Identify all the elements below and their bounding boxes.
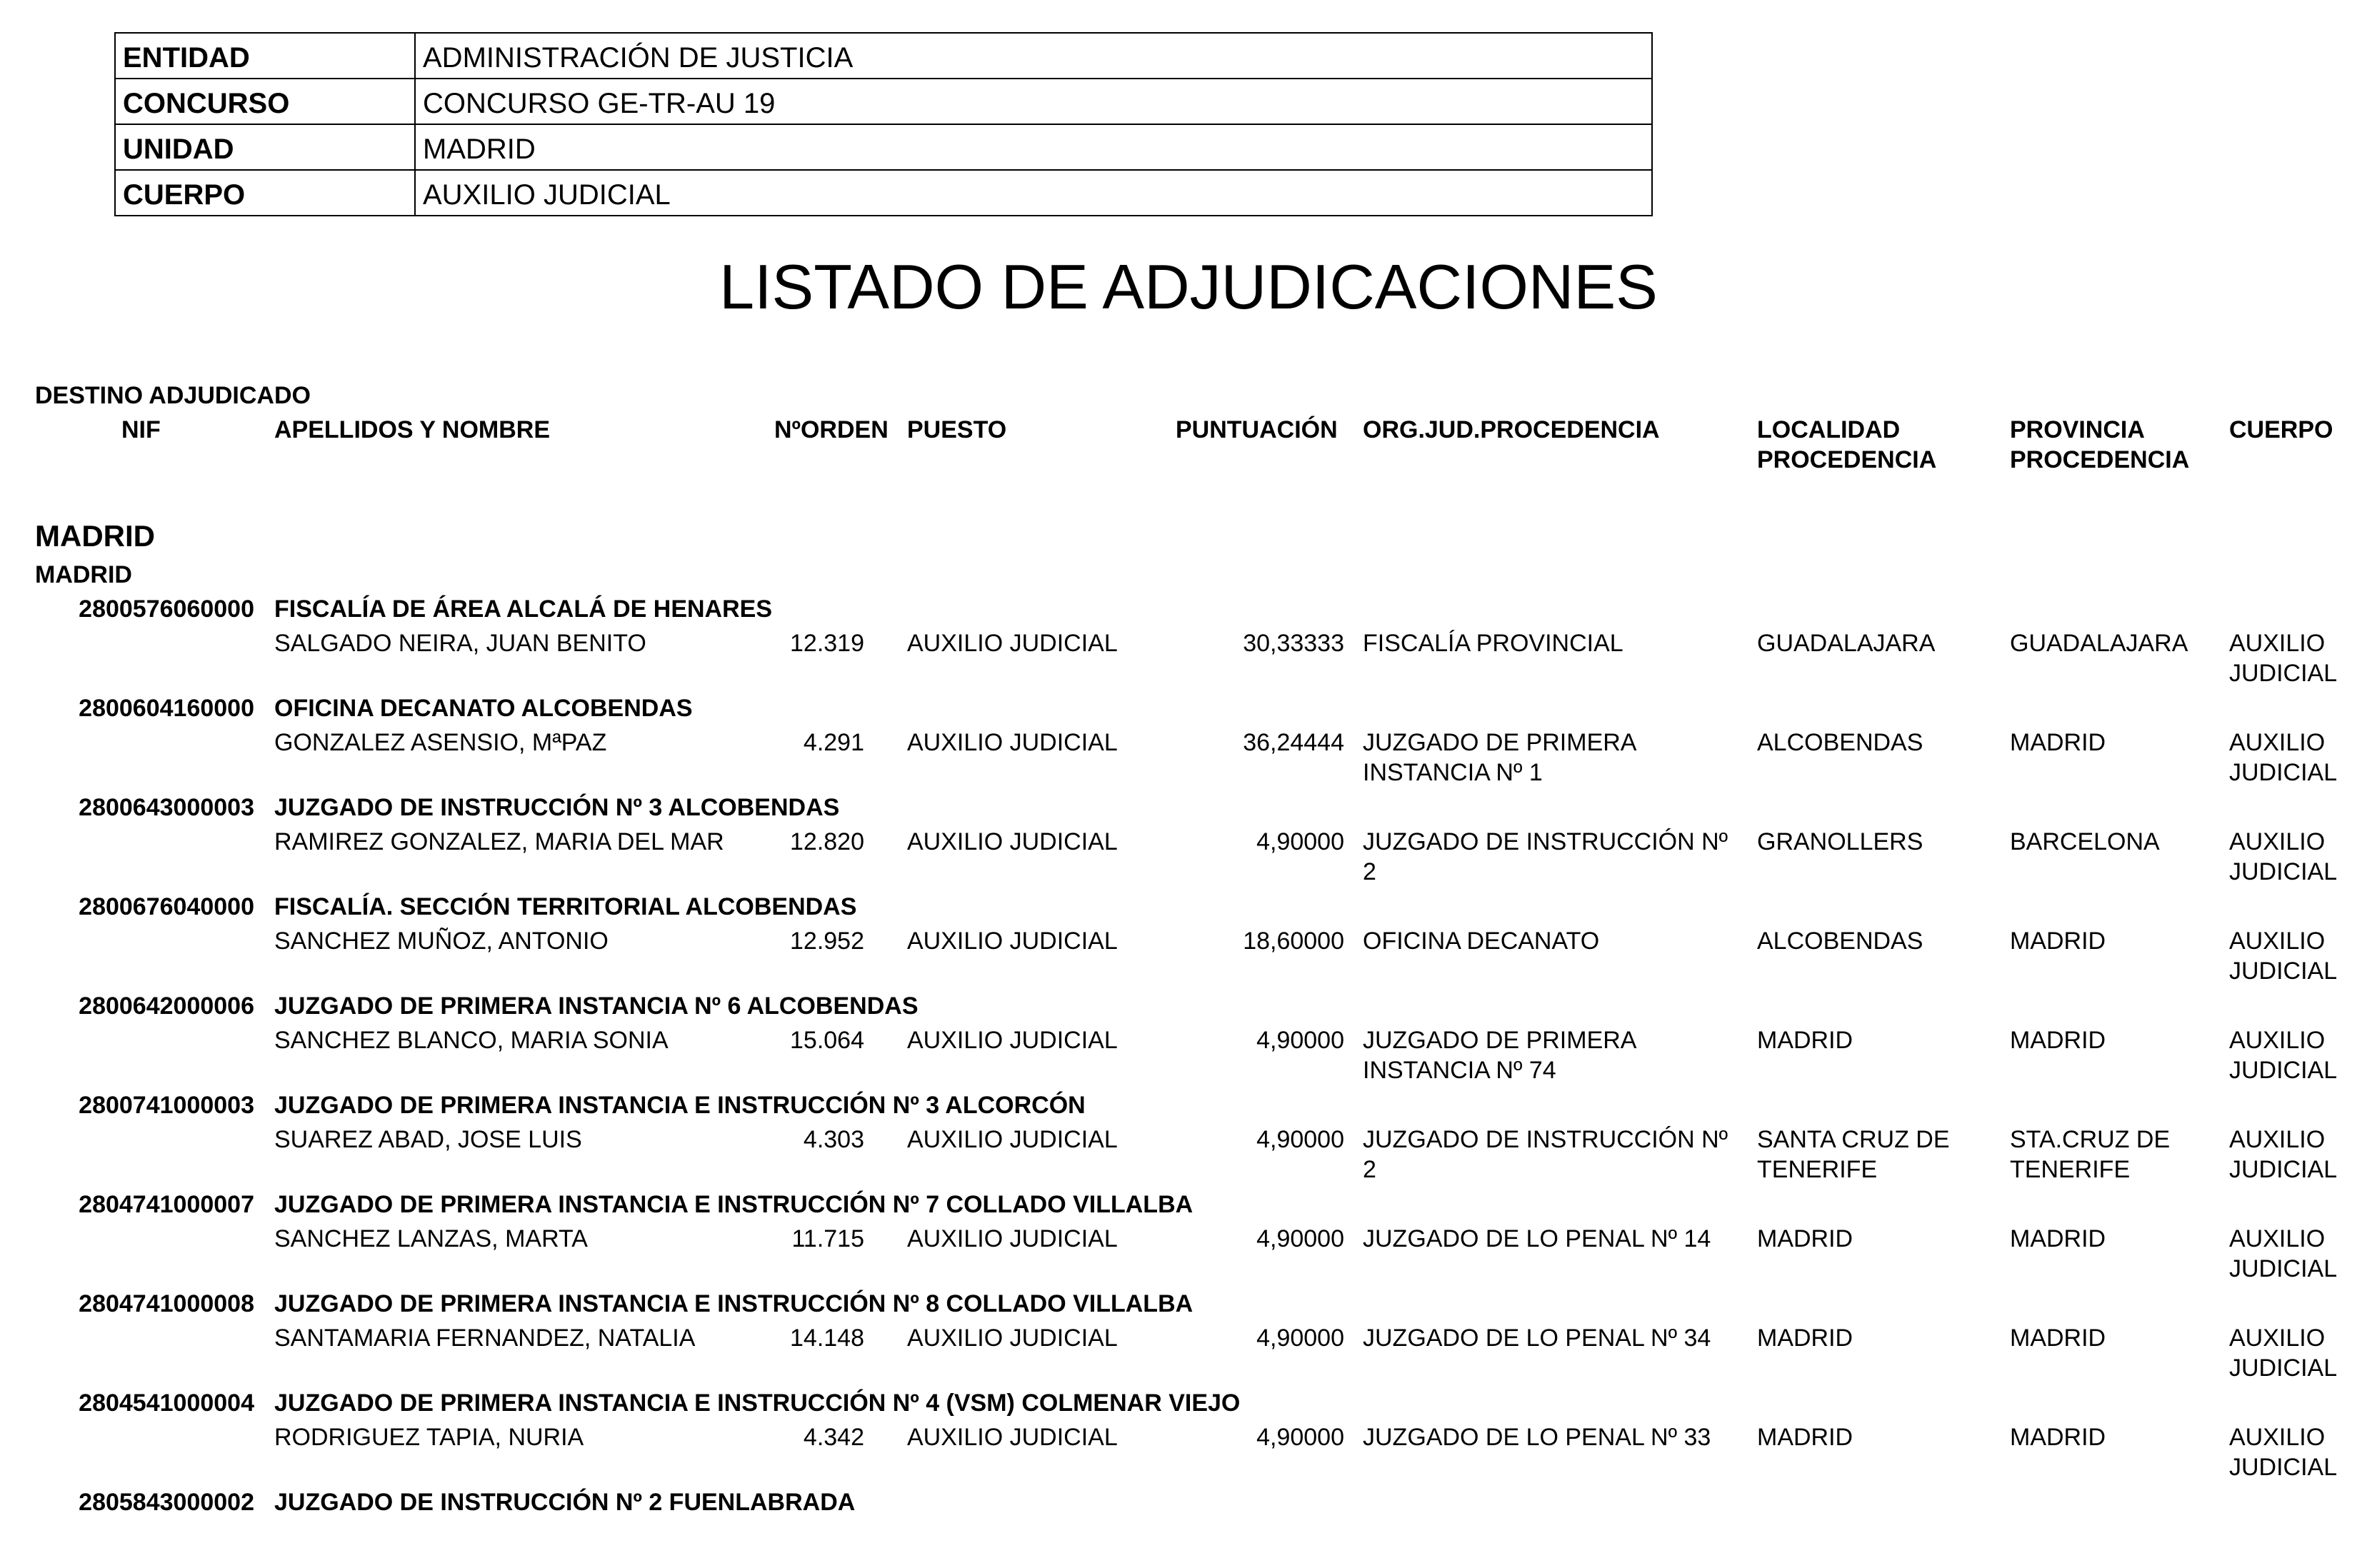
destino-name: JUZGADO DE INSTRUCCIÓN Nº 3 ALCOBENDAS — [274, 794, 840, 821]
info-value: MADRID — [415, 124, 1652, 170]
cell-localidad: ALCOBENDAS — [1757, 928, 1923, 955]
destino-name: OFICINA DECANATO ALCOBENDAS — [274, 695, 693, 722]
header-info-table — [114, 32, 1653, 216]
col-org-header: ORG.JUD.PROCEDENCIA — [1363, 416, 1660, 443]
destino-name: JUZGADO DE PRIMERA INSTANCIA E INSTRUCCIÓN Nº 4 (VSM) COLMENAR VIEJO — [274, 1389, 1241, 1417]
destino-code: 2800642000006 — [79, 992, 254, 1020]
cell-puntuacion: 36,24444 — [1243, 729, 1344, 756]
cell-nombre: RODRIGUEZ TAPIA, NURIA — [274, 1424, 584, 1451]
info-key: ENTIDAD — [115, 33, 415, 79]
cell-puesto: AUXILIO JUDICIAL — [907, 1325, 1118, 1352]
cell-orden: 12.820 — [790, 828, 864, 855]
info-row — [115, 170, 1652, 216]
cell-puntuacion: 4,90000 — [1256, 1027, 1344, 1054]
cell-localidad: SANTA CRUZ DE TENERIFE — [1757, 1126, 1950, 1183]
cell-nombre: SANCHEZ MUÑOZ, ANTONIO — [274, 928, 609, 955]
cell-localidad: ALCOBENDAS — [1757, 729, 1923, 756]
cell-puesto: AUXILIO JUDICIAL — [907, 828, 1118, 855]
destino-code: 2800741000003 — [79, 1092, 254, 1119]
cell-puntuacion: 4,90000 — [1256, 1225, 1344, 1252]
cell-org: FISCALÍA PROVINCIAL — [1363, 630, 1623, 657]
info-value: AUXILIO JUDICIAL — [415, 170, 1652, 216]
destino-code: 2804741000007 — [79, 1191, 254, 1218]
destino-code: 2800604160000 — [79, 695, 254, 722]
cell-orden: 4.291 — [803, 729, 864, 756]
locality-heading: MADRID — [35, 561, 132, 588]
cell-org: JUZGADO DE LO PENAL Nº 14 — [1363, 1225, 1711, 1252]
cell-nombre: SANTAMARIA FERNANDEZ, NATALIA — [274, 1325, 696, 1352]
cell-provincia: MADRID — [2010, 729, 2106, 756]
cell-nombre: GONZALEZ ASENSIO, MªPAZ — [274, 729, 607, 756]
cell-cuerpo: AUXILIO JUDICIAL — [2229, 1225, 2338, 1282]
cell-cuerpo: AUXILIO JUDICIAL — [2229, 630, 2338, 687]
document-title: LISTADO DE ADJUDICACIONES — [719, 251, 1658, 322]
info-row — [115, 33, 1652, 79]
cell-provincia: STA.CRUZ DE TENERIFE — [2010, 1126, 2171, 1183]
info-key: UNIDAD — [115, 124, 415, 170]
cell-nombre: SANCHEZ BLANCO, MARIA SONIA — [274, 1027, 669, 1054]
cell-cuerpo: AUXILIO JUDICIAL — [2229, 1325, 2338, 1382]
cell-cuerpo: AUXILIO JUDICIAL — [2229, 928, 2338, 985]
destino-name: JUZGADO DE PRIMERA INSTANCIA E INSTRUCCIÓN Nº 8 COLLADO VILLALBA — [274, 1290, 1193, 1317]
cell-provincia: MADRID — [2010, 1225, 2106, 1252]
info-key: CUERPO — [115, 170, 415, 216]
destino-code: 2800643000003 — [79, 794, 254, 821]
col-localidad-header: LOCALIDAD PROCEDENCIA — [1757, 416, 1937, 473]
info-key: CONCURSO — [115, 79, 415, 124]
col-nif-header: NIF — [121, 416, 161, 443]
cell-puesto: AUXILIO JUDICIAL — [907, 1424, 1118, 1451]
cell-org: JUZGADO DE INSTRUCCIÓN Nº 2 — [1363, 1126, 1728, 1183]
cell-puntuacion: 4,90000 — [1256, 1424, 1344, 1451]
cell-orden: 4.303 — [803, 1126, 864, 1153]
info-row — [115, 124, 1652, 170]
destino-code: 2804541000004 — [79, 1389, 254, 1417]
destino-name: JUZGADO DE PRIMERA INSTANCIA E INSTRUCCIÓN Nº 7 COLLADO VILLALBA — [274, 1191, 1193, 1218]
destino-code: 2804741000008 — [79, 1290, 254, 1317]
destino-name: FISCALÍA. SECCIÓN TERRITORIAL ALCOBENDAS — [274, 893, 857, 920]
cell-provincia: BARCELONA — [2010, 828, 2160, 855]
cell-puntuacion: 18,60000 — [1243, 928, 1344, 955]
cell-nombre: SUAREZ ABAD, JOSE LUIS — [274, 1126, 582, 1153]
col-nombre-header: APELLIDOS Y NOMBRE — [274, 416, 551, 443]
destino-name: FISCALÍA DE ÁREA ALCALÁ DE HENARES — [274, 595, 773, 623]
cell-cuerpo: AUXILIO JUDICIAL — [2229, 1126, 2338, 1183]
cell-localidad: MADRID — [1757, 1027, 1853, 1054]
destino-code: 2805843000002 — [79, 1489, 254, 1516]
col-puesto-header: PUESTO — [907, 416, 1007, 443]
destino-name: JUZGADO DE PRIMERA INSTANCIA E INSTRUCCIÓN Nº 3 ALCORCÓN — [274, 1092, 1086, 1119]
cell-localidad: MADRID — [1757, 1325, 1853, 1352]
cell-org: OFICINA DECANATO — [1363, 928, 1600, 955]
cell-org: JUZGADO DE PRIMERA INSTANCIA Nº 1 — [1363, 729, 1636, 786]
cell-puntuacion: 4,90000 — [1256, 828, 1344, 855]
cell-nombre: SALGADO NEIRA, JUAN BENITO — [274, 630, 646, 657]
info-row — [115, 79, 1652, 124]
cell-org: JUZGADO DE INSTRUCCIÓN Nº 2 — [1363, 828, 1728, 885]
cell-puesto: AUXILIO JUDICIAL — [907, 928, 1118, 955]
cell-orden: 12.319 — [790, 630, 864, 657]
info-value: ADMINISTRACIÓN DE JUSTICIA — [415, 33, 1652, 79]
cell-org: JUZGADO DE PRIMERA INSTANCIA Nº 74 — [1363, 1027, 1636, 1084]
cell-localidad: GRANOLLERS — [1757, 828, 1923, 855]
cell-provincia: MADRID — [2010, 1027, 2106, 1054]
cell-orden: 11.715 — [791, 1225, 864, 1252]
cell-org: JUZGADO DE LO PENAL Nº 34 — [1363, 1325, 1711, 1352]
cell-org: JUZGADO DE LO PENAL Nº 33 — [1363, 1424, 1711, 1451]
cell-puntuacion: 4,90000 — [1256, 1126, 1344, 1153]
province-heading: MADRID — [35, 519, 155, 553]
cell-puesto: AUXILIO JUDICIAL — [907, 729, 1118, 756]
cell-orden: 12.952 — [790, 928, 864, 955]
cell-nombre: SANCHEZ LANZAS, MARTA — [274, 1225, 588, 1252]
destino-header: DESTINO ADJUDICADO — [35, 382, 311, 409]
cell-localidad: GUADALAJARA — [1757, 630, 1936, 657]
cell-provincia: MADRID — [2010, 1325, 2106, 1352]
cell-cuerpo: AUXILIO JUDICIAL — [2229, 1027, 2338, 1084]
cell-puesto: AUXILIO JUDICIAL — [907, 630, 1118, 657]
cell-orden: 4.342 — [803, 1424, 864, 1451]
cell-nombre: RAMIREZ GONZALEZ, MARIA DEL MAR — [274, 828, 724, 855]
info-value: CONCURSO GE-TR-AU 19 — [415, 79, 1652, 124]
cell-provincia: GUADALAJARA — [2010, 630, 2188, 657]
cell-cuerpo: AUXILIO JUDICIAL — [2229, 1424, 2338, 1481]
col-cuerpo-header: CUERPO — [2229, 416, 2333, 443]
cell-puesto: AUXILIO JUDICIAL — [907, 1027, 1118, 1054]
destino-name: JUZGADO DE INSTRUCCIÓN Nº 2 FUENLABRADA — [274, 1489, 856, 1516]
cell-provincia: MADRID — [2010, 928, 2106, 955]
cell-orden: 14.148 — [790, 1325, 864, 1352]
cell-orden: 15.064 — [790, 1027, 864, 1054]
cell-puesto: AUXILIO JUDICIAL — [907, 1225, 1118, 1252]
cell-localidad: MADRID — [1757, 1424, 1853, 1451]
destino-code: 2800676040000 — [79, 893, 254, 920]
cell-puntuacion: 30,33333 — [1243, 630, 1344, 657]
destino-code: 2800576060000 — [79, 595, 254, 623]
col-puntuacion-header: PUNTUACIÓN — [1176, 416, 1338, 443]
col-provincia-header: PROVINCIA PROCEDENCIA — [2010, 416, 2190, 473]
cell-cuerpo: AUXILIO JUDICIAL — [2229, 729, 2338, 786]
cell-localidad: MADRID — [1757, 1225, 1853, 1252]
cell-cuerpo: AUXILIO JUDICIAL — [2229, 828, 2338, 885]
cell-puntuacion: 4,90000 — [1256, 1325, 1344, 1352]
cell-puesto: AUXILIO JUDICIAL — [907, 1126, 1118, 1153]
destino-name: JUZGADO DE PRIMERA INSTANCIA Nº 6 ALCOBENDAS — [274, 992, 919, 1020]
col-orden-header: NºORDEN — [774, 416, 889, 443]
cell-provincia: MADRID — [2010, 1424, 2106, 1451]
